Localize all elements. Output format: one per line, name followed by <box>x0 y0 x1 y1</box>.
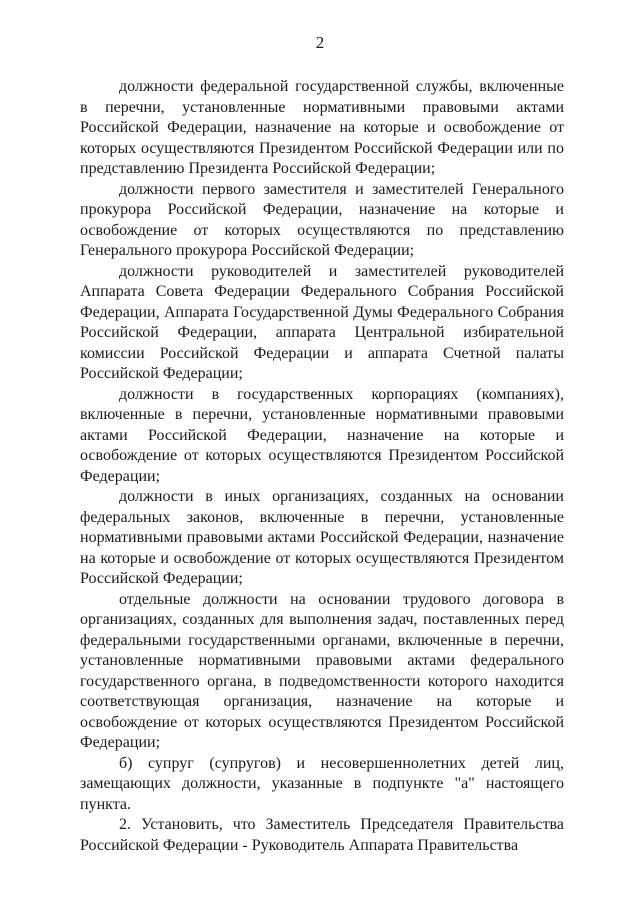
paragraph-prosecutor-deputies: должности первого заместителя и заместителей Генерального прокурора Российской Федерации, назначение на которые и освобождение от которых осуществляются по представлению Генерального прокурора Российской Федерации; <box>80 180 564 259</box>
paragraph-employment-contract: отдельные должности на основании трудового договора в организациях, созданных для выполнения задач, поставленных перед федеральными государственными органами, включенные в перечни, установленные нормативными правовыми актами федерального государственного органа, в подведомственности которого находится соответствующая организация, назначение на которые и освобождение от которых осуществляются Президентом Российской Федерации; <box>80 590 564 751</box>
paragraph-state-corporations: должности в государственных корпорациях (компаниях), включенные в перечни, установленные нормативными правовыми актами Российской Федерации, назначение на которые и освобождение от которых осуществляются Президентом Российской Федерации; <box>80 385 564 485</box>
paragraph-apparatus-heads: должности руководителей и заместителей руководителей Аппарата Совета Федерации Федерального Собрания Российской Федерации, Аппарата Государственной Думы Федерального Собрания Российской Федерации, аппарата Центральной избирательной комиссии Российской Федерации и аппарата Счетной палаты Российской Федерации; <box>80 262 564 382</box>
paragraph-other-organizations: должности в иных организациях, созданных на основании федеральных законов, включенные в перечни, установленные нормативными правовыми актами Российской Федерации, назначение на которые и освобождение от которых осуществляются Президентом Российской Федерации; <box>80 488 564 587</box>
paragraph-federal-service: должности федеральной государственной службы, включенные в перечни, установленные нормативными правовыми актами Российской Федерации, назначение на которые и освобождение от которых осуществляются Президентом Российской Федерации или по представлению Президента Российской Федерации; <box>80 78 564 177</box>
document-body <box>80 77 564 856</box>
page-number: 2 <box>315 33 325 52</box>
paragraph-spouses-children: б) супруг (супругов) и несовершеннолетних детей лиц, замещающих должности, указанные в подпункте "а" настоящего пункта. <box>80 754 564 813</box>
paragraph-point-2: 2. Установить, что Заместитель Председателя Правительства Российской Федерации - Руководитель Аппарата Правительства <box>80 816 564 854</box>
